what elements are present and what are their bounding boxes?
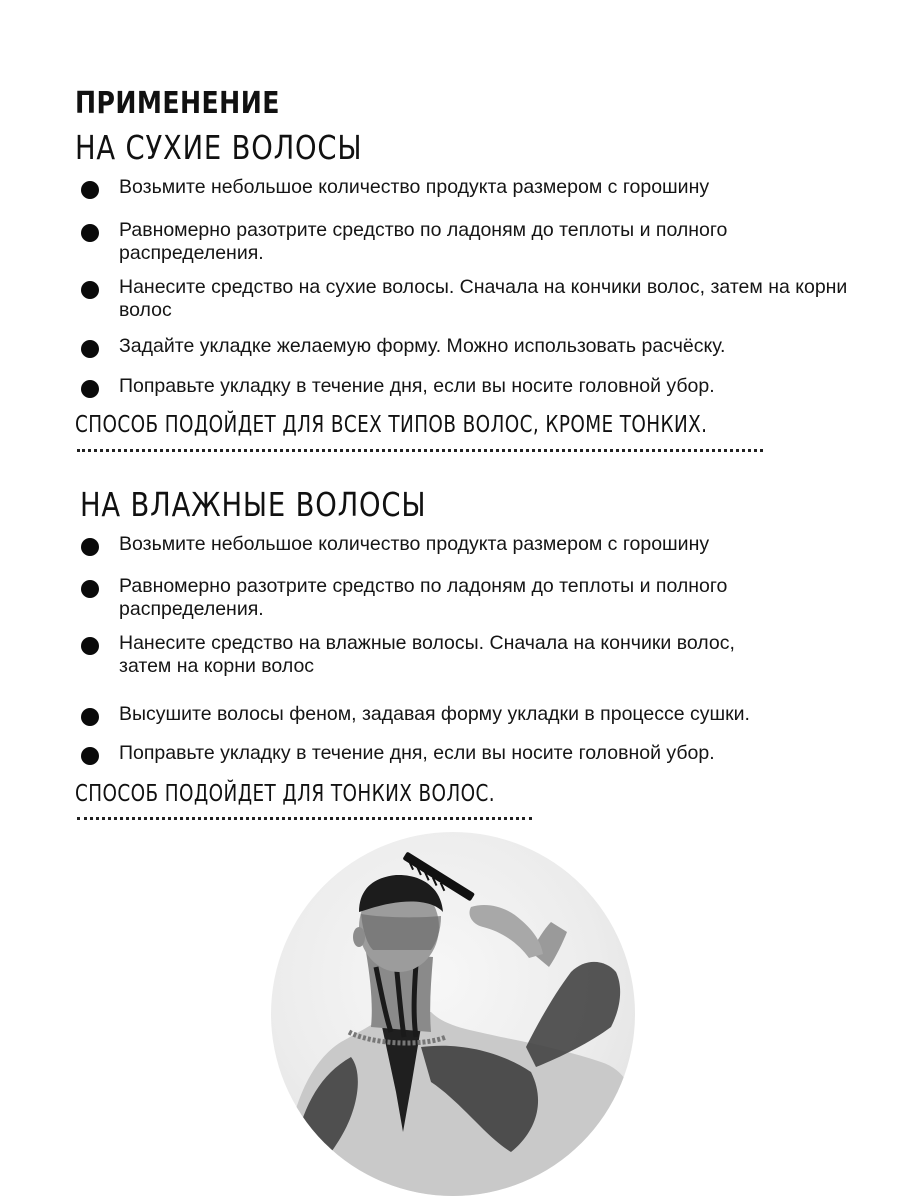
list-item: Высушите волосы феном, задавая форму укладки в процессе сушки. [80, 703, 850, 726]
list-item: Нанесите средство на сухие волосы. Сначала на кончики волос, затем на корни волос [80, 276, 850, 322]
list-item: Задайте укладке желаемую форму. Можно использовать расчёску. [80, 335, 850, 358]
list-item: Нанесите средство на влажные волосы. Сначала на кончики волос, затем на корни волос [80, 632, 850, 678]
bullet-icon [81, 181, 99, 199]
bullet-icon [81, 580, 99, 598]
bullet-icon [81, 281, 99, 299]
list-item: Поправьте укладку в течение дня, если вы носите головной убор. [80, 742, 850, 765]
list-item: Равномерно разотрите средство по ладоням до теплоты и полного распределения. [80, 219, 850, 265]
divider [77, 817, 532, 820]
wet-hair-heading: НА ВЛАЖНЫЕ ВОЛОСЫ [80, 485, 427, 524]
wet-hair-note: СПОСОБ ПОДОЙДЕТ ДЛЯ ТОНКИХ ВОЛОС. [75, 781, 496, 807]
bullet-icon [81, 747, 99, 765]
bullet-icon [81, 340, 99, 358]
bullet-icon [81, 538, 99, 556]
dry-hair-note: СПОСОБ ПОДОЙДЕТ ДЛЯ ВСЕХ ТИПОВ ВОЛОС, КРОМЕ ТОНКИХ. [75, 412, 708, 438]
bullet-icon [81, 224, 99, 242]
list-item: Возьмите небольшое количество продукта размером с горошину [80, 176, 850, 199]
list-item: Поправьте укладку в течение дня, если вы носите головной убор. [80, 375, 850, 398]
bullet-icon [81, 380, 99, 398]
page-title: ПРИМЕНЕНИЕ [75, 86, 280, 121]
list-item: Равномерно разотрите средство по ладоням до теплоты и полного распределения. [80, 575, 850, 621]
divider [77, 449, 763, 452]
dry-hair-heading: НА СУХИЕ ВОЛОСЫ [75, 128, 363, 167]
man-combing-hair-photo [271, 832, 635, 1196]
bullet-icon [81, 708, 99, 726]
list-item: Возьмите небольшое количество продукта размером с горошину [80, 533, 850, 556]
bullet-icon [81, 637, 99, 655]
